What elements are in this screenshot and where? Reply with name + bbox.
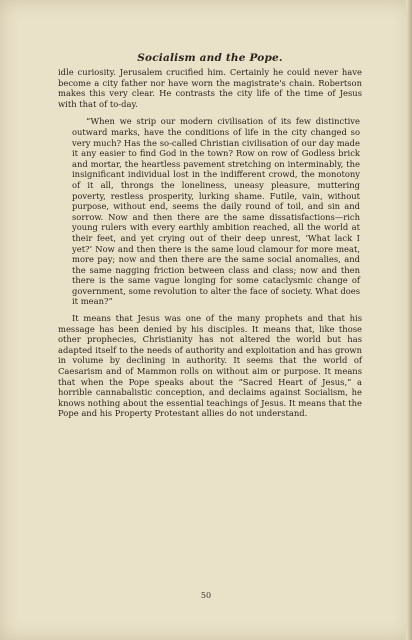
block-quote: “When we strip our modern civilisation of its few distinctive outward marks, have the conditions of life in the city changed so very much? Has the so-called Christian civilisation of our day made it any easier to find God in the town? Row on row of Godless brick and mortar, the heartless pavement stretching on interminably, the insignificant individual lost in the indifferent crowd, the monotony of it all, throngs the loneliness, uneasy pleasure, muttering poverty, restless prosperity, lurking shame. Futile, vain, without purpose, without end, seems the daily round of toil, and sin and sorrow. Now and then there are the same dissatisfactions—rich young rulers with every earthly ambition reached, all the world at their feet, and yet crying out of their deep unrest, ‘What lack I yet?’ Now and then there is the same loud clamour for more meat, more pay; now and then there are the same social anomalies, and the same nagging friction between class and class; now and then there is the same vague longing for some cataclysmic change of government, some revolution to alter the face of society. What does it mean?”: [72, 116, 360, 307]
paragraph-opening: idle curiosity. Jerusalem crucified him. Certainly he could never have become a city father nor have worn the magistrate's chain. Robertson makes this very clear. He contrasts the city life of the time of Jesus with that of to-day.: [58, 67, 362, 109]
running-head: Socialism and the Pope.: [137, 52, 283, 64]
page-edge: [406, 0, 412, 640]
paragraph-closing: It means that Jesus was one of the many prophets and that his message has been denied by his disciples. It means that, like those other prophecies, Christianity has not altered the world but has adapted itself to the needs of authority and exploitation and has grown in volume by declining in authority. It seems that the world of Caesarism and of Mammon rolls on without aim or purpose. It means that when the Pope speaks about the “Sacred Heart of Jesus,” a horrible cannabalistic conception, and declaims against Socialism, he knows nothing about the essential teachings of Jesus. It means that the Pope and his Property Protestant allies do not understand.: [58, 313, 362, 419]
page-content: [58, 52, 362, 419]
page-number: 50: [200, 591, 212, 600]
